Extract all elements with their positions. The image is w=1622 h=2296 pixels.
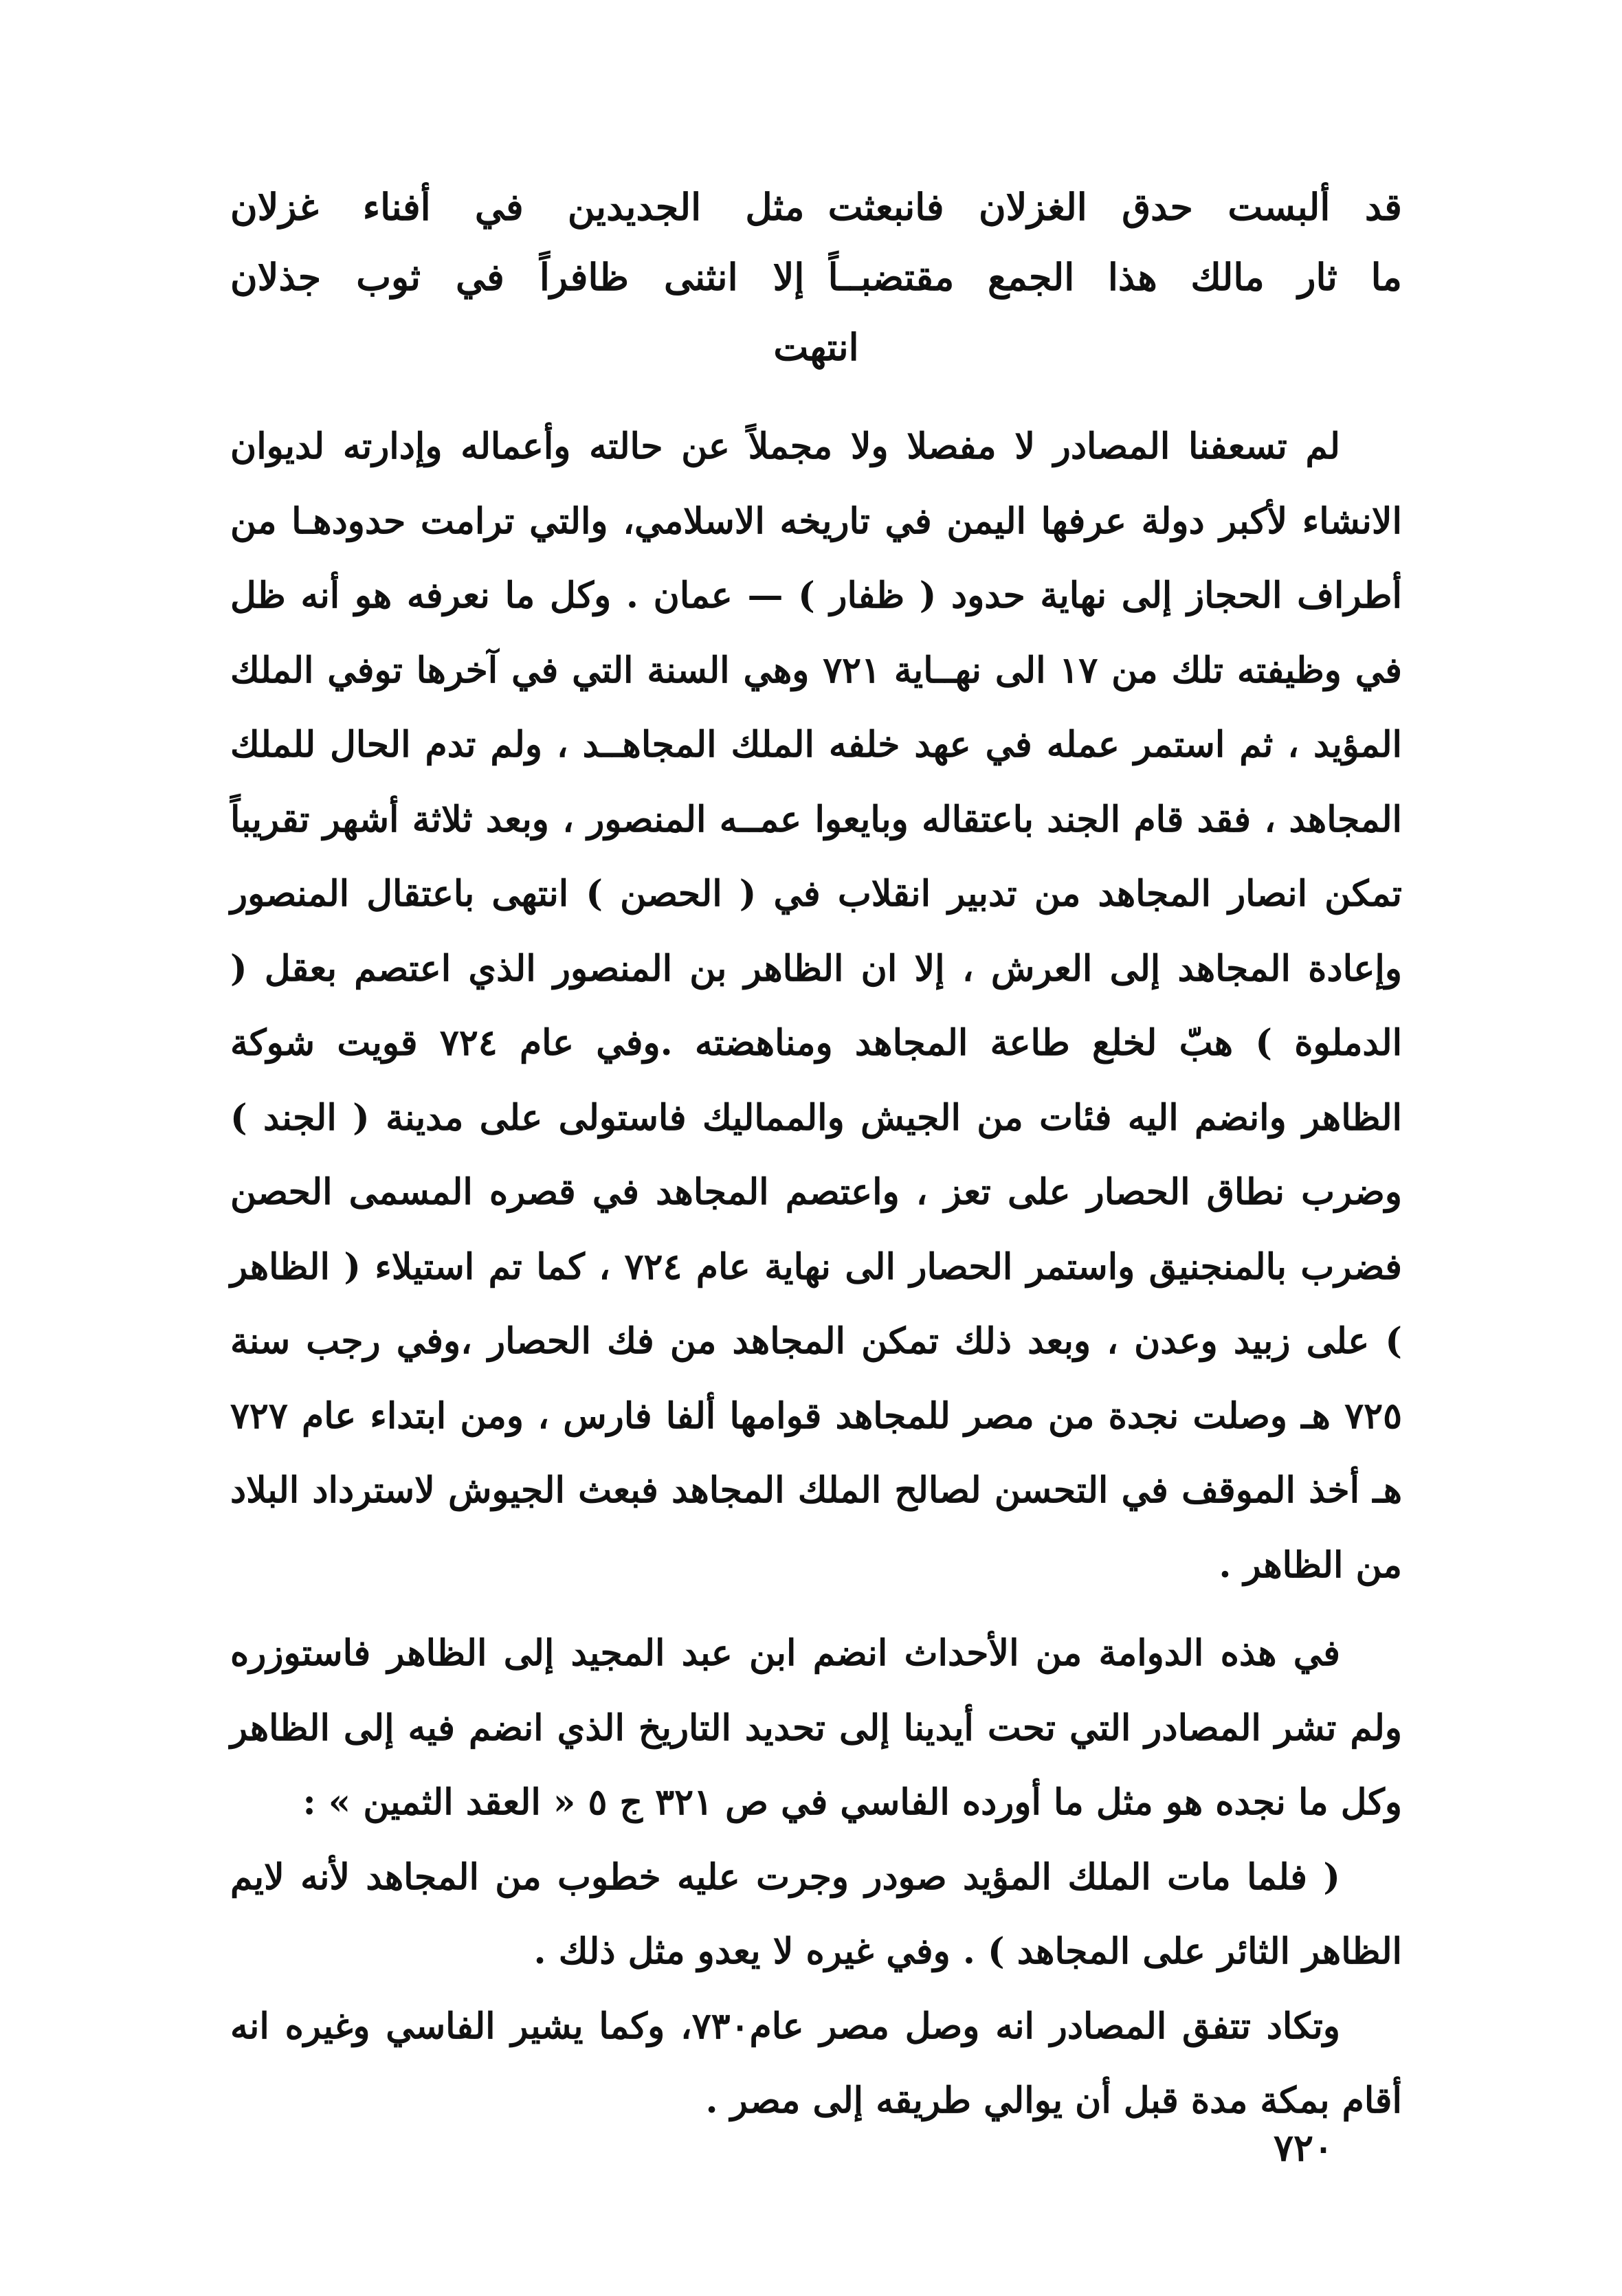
- quotation-paragraph: ( فلما مات الملك المؤيد صودر وجرت عليه خطوب من المجاهد لأنه لايم الظاهر الثائر على المجاهد ) . وفي غيره لا يعدو مثل ذلك .: [230, 1855, 1402, 1972]
- verse-end-word: انتهت: [773, 325, 859, 369]
- verse-hemistich-left: مثل الجديدين في أفناء غزلان: [230, 185, 805, 229]
- verse-hemistich-right: قد ألبست حدق الغزلان فانبعثت: [827, 185, 1402, 229]
- page-number: ٧٢٠: [1273, 2126, 1333, 2170]
- poem-verse: [230, 172, 1402, 382]
- verse-hemistich-right: ما ثار مالك هذا الجمع مقتضبــاً: [827, 255, 1402, 299]
- verse-line: [230, 172, 1402, 242]
- paragraph: لم تسعفنا المصادر لا مفصلا ولا مجملاً عن حالته وأعماله وإدارته لديوان الانشاء لأكبر دولة عرفها اليمن في تاريخه الاسلامي، والتي ترامت حدودهـا من أطراف الحجاز إلى نهاية حدود ( ظفار ) — عمان . وكل ما نعرفه هو أنه ظل في وظيفته تلك من ١٧ الى نهــاية ٧٢١ وهي السنة التي في آخرها توفي الملك المؤيد ، ثم استمر عمله في عهد خلفه الملك المجاهــد ، ولم تدم الحال للملك المجاهد ، فقد قام الجند باعتقاله وبايعوا عمــه المنصور ، وبعد ثلاثة أشهر تقريباً تمكن انصار المجاهد من تدبير انقلاب في ( الحصن ) انتهى باعتقال المنصور وإعادة المجاهد إلى العرش ، إلا ان الظاهر بن المنصور الذي اعتصم بعقل ( الدملوة ) هبّ لخلع طاعة المجاهد ومناهضته .وفي عام ٧٢٤ قويت شوكة الظاهر وانضم اليه فئات من الجيش والمماليك فاستولى على مدينة ( الجند ) وضرب نطاق الحصار على تعز ، واعتصم المجاهد في قصره المسمى الحصن فضرب بالمنجنيق واستمر الحصار الى نهاية عام ٧٢٤ ، كما تم استيلاء ( الظاهر ) على زبيد وعدن ، وبعد ذلك تمكن المجاهد من فك الحصار ،وفي رجب سنة ٧٢٥ هـ وصلت نجدة من مصر للمجاهد قوامها ألفا فارس ، ومن ابتداء عام ٧٢٧ هـ أخذ الموقف في التحسن لصالح الملك المجاهد فبعث الجيوش لاسترداد البلاد من الظاهر .: [230, 425, 1403, 1586]
- page-content: [230, 172, 1402, 2139]
- verse-hemistich-left: إلا انثنى ظافراً في ثوب جذلان: [230, 255, 805, 299]
- paragraph: في هذه الدوامة من الأحداث انضم ابن عبد المجيد إلى الظاهر فاستوزره ولم تشر المصادر التي تحت أيدينا إلى تحديد التاريخ الذي انضم فيه إلى الظاهر وكل ما نجده هو مثل ما أورده الفاسي في ص ٣٢١ ج ٥ « العقد الثمين » :: [230, 1632, 1402, 1823]
- verse-line: [230, 242, 1402, 312]
- paragraph: وتكاد تتفق المصادر انه وصل مصر عام٧٣٠، وكما يشير الفاسي وغيره انه أقام بمكة مدة قبل أن يوالي طريقه إلى مصر .: [230, 2005, 1402, 2121]
- body-text: [230, 410, 1402, 2139]
